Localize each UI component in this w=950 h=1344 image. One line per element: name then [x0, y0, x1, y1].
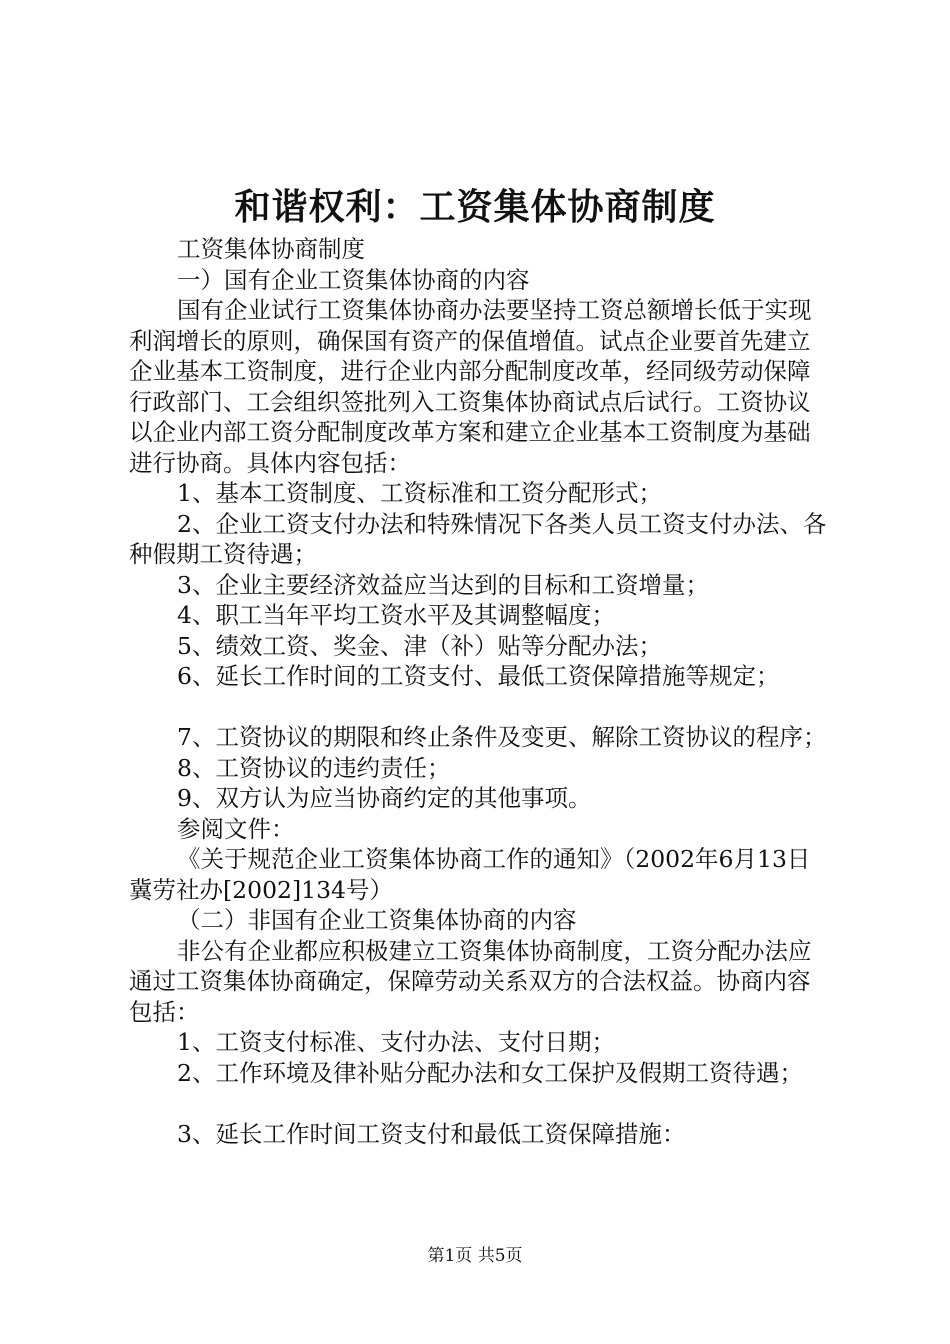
paragraph: 工资集体协商制度 [177, 235, 365, 263]
list-item: 6、延长工作时间的工资支付、最低工资保障措施等规定； [177, 662, 780, 690]
page-number: 第1页 共5页 [427, 1246, 523, 1266]
list-item: 9、双方认为应当协商约定的其他事项。 [177, 784, 592, 812]
section-heading: 一）国有企业工资集体协商的内容 [177, 265, 530, 294]
list-item: 1、基本工资制度、工资标准和工资分配形式； [177, 479, 662, 507]
list-item: 7、工资协议的期限和终止条件及变更、解除工资协议的程序； [177, 723, 827, 751]
list-item: 1、工资支付标准、支付办法、支付日期； [177, 1028, 615, 1056]
list-item: 8、工资协议的违约责任； [177, 753, 451, 782]
document-title: 和谐权利：工资集体协商制度 [234, 186, 716, 228]
section-heading: （二）非国有企业工资集体协商的内容 [177, 906, 577, 934]
blank-line [129, 692, 829, 723]
paragraph: 非公有企业都应积极建立工资集体协商制度，工资分配办法应通过工资集体协商确定，保障劳动关系双方的合法权益。协商内容包括： [129, 936, 812, 1026]
reference-citation: 《关于规范企业工资集体协商工作的通知》（2002年6月13日冀劳社办[2002]134号） [129, 845, 811, 904]
list-item: 2、企业工资支付办法和特殊情况下各类人员工资支付办法、各种假期工资待遇； [129, 509, 827, 568]
list-item: 3、延长工作时间工资支付和最低工资保障措施： [177, 1119, 686, 1148]
list-item: 5、绩效工资、奖金、津（补）贴等分配办法； [177, 631, 662, 660]
blank-line [129, 1088, 829, 1119]
paragraph: 国有企业试行工资集体协商办法要坚持工资总额增长低于实现利润增长的原则，确保国有资产的保值增值。试点企业要首先建立企业基本工资制度，进行企业内部分配制度改革，经同级劳动保障行政部门、工会组织签批列入工资集体协商试点后试行。工资协议以企业内部工资分配制度改革方案和建立企业基本工资制度为基础进行协商。具体内容包括： [129, 296, 812, 477]
list-item: 2、工作环境及律补贴分配办法和女工保护及假期工资待遇； [177, 1058, 803, 1087]
document-body [129, 234, 829, 1149]
list-item: 3、企业主要经济效益应当达到的目标和工资增量； [177, 570, 709, 599]
list-item: 4、职工当年平均工资水平及其调整幅度； [177, 601, 615, 629]
reference-label: 参阅文件： [177, 814, 295, 843]
